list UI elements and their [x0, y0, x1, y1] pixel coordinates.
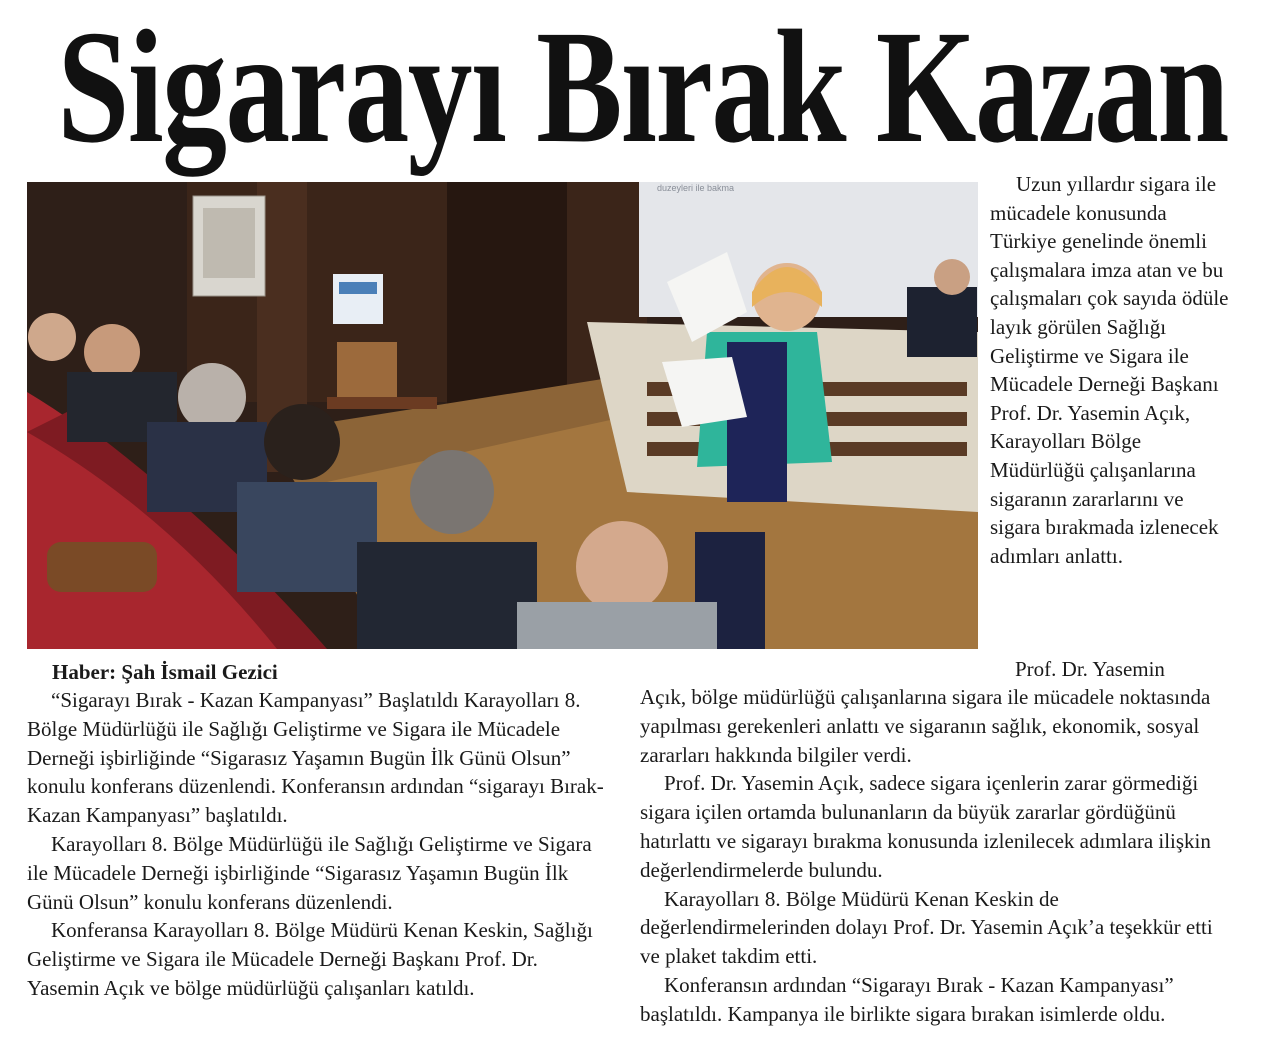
right-column: [990, 170, 1230, 570]
middle-paragraph-3: Karayolları 8. Bölge Müdürü Kenan Keskin de değerlendirmelerinden dolayı Prof. Dr. Yasemin Açık’a teşekkür etti ve plaket takdim etti.: [640, 886, 1213, 969]
continued-lead: Prof. Dr. Yasemin: [1015, 657, 1165, 681]
left-column: [27, 686, 607, 1003]
middle-column: [640, 683, 1230, 1029]
left-paragraph-1: “Sigarayı Bırak - Kazan Kampanyası” Başlatıldı Karayolları 8. Bölge Müdürlüğü ile Sağlığı Geliştirme ve Sigara ile Mücadele Derneği işbirliğinde “Sigarasız Yaşamın Bugün İlk Günü Olsun” konulu konferans düzenlendi. Konferansın ardından “sigarayı Bırak-Kazan Kampanyası” başlatıldı.: [27, 688, 604, 828]
middle-paragraph-1: Açık, bölge müdürlüğü çalışanlarına sigara ile mücadele noktasında yapılması gerekenleri anlattı ve sigaranın sağlık, ekonomik, sosyal zararları hakkında bilgiler verdi.: [640, 685, 1211, 767]
middle-paragraph-2: Prof. Dr. Yasemin Açık, sadece sigara içenlerin zarar görmediği sigara içilen ortamda bulunanların da büyük zararlar gördüğünü hatırlattı ve sigarayı bırakma konusunda izlenilecek adımlara ilişkin değerlendirmelerde bulundu.: [640, 771, 1211, 882]
byline: Haber: Şah İsmail Gezici: [52, 660, 278, 684]
middle-paragraph-4: Konferansın ardından “Sigarayı Bırak - Kazan Kampanyası” başlatıldı. Kampanya ile birlikte sigara bırakan isimlerde oldu.: [640, 972, 1174, 1026]
conference-photo: [27, 182, 978, 649]
headline-text: Sigarayı Bırak Kazan: [57, 0, 1228, 177]
right-column-paragraph: Uzun yıllardır sigara ile mücadele konusunda Türkiye genelinde önemli çalışmalara imza atan ve bu çalışmaları çok sayıda ödüle layık görülen Sağlığı Geliştirme ve Sigara ile Mücadele Derneği Başkanı Prof. Dr. Yasemin Açık, Karayolları Bölge Müdürlüğü çalışanlarına sigaranın zararlarını ve sigara bırakmada izlenecek adımları anlattı.: [990, 172, 1229, 568]
projection-text: duzeyleri ile bakma: [657, 183, 735, 193]
left-paragraph-3: Konferansa Karayolları 8. Bölge Müdürü Kenan Keskin, Sağlığı Geliştirme ve Sigara ile Mücadele Derneği Başkanı Prof. Dr. Yasemin Açık ve bölge müdürlüğü çalışanları katıldı.: [27, 918, 593, 1000]
left-paragraph-2: Karayolları 8. Bölge Müdürlüğü ile Sağlığı Geliştirme ve Sigara ile Mücadele Derneği işbirliğinde “Sigarasız Yaşamın Bugün İlk Günü Olsun” konulu konferans düzenlendi.: [27, 831, 592, 914]
headline: [0, 0, 1285, 175]
conference-photo-illustration: [27, 182, 978, 649]
